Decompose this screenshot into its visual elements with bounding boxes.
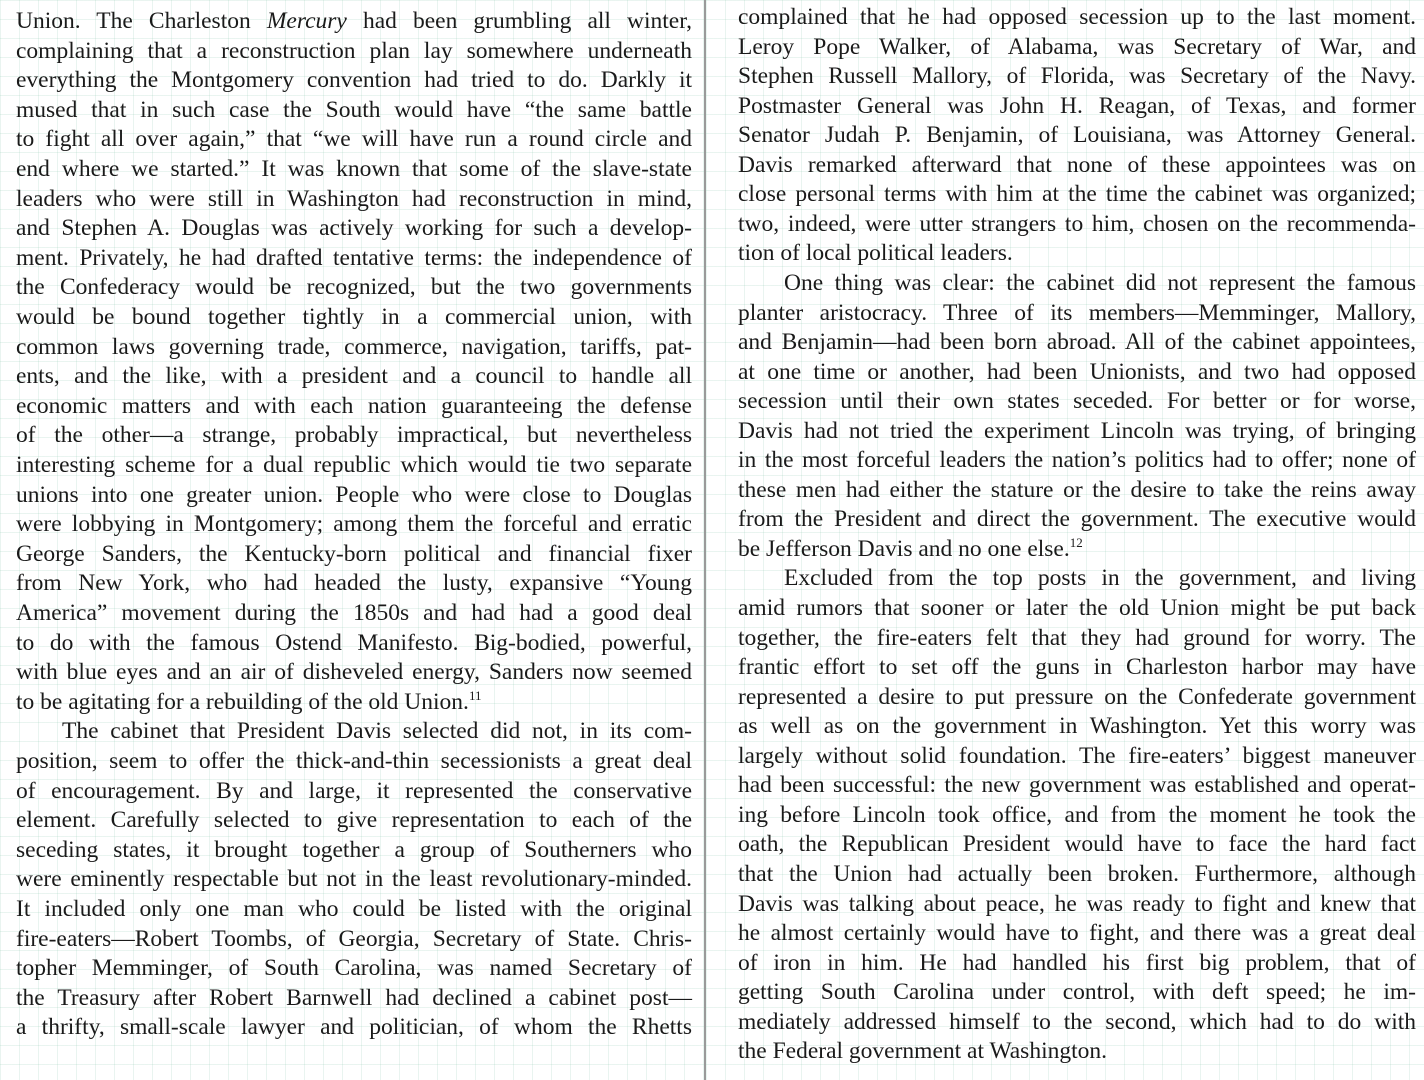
right-column-line: Excluded from the top posts in the government, and living bbox=[784, 565, 1416, 592]
right-column-line: getting South Carolina under control, with deft speed; he im- bbox=[738, 979, 1416, 1006]
right-column-line: Davis had not tried the experiment Lincoln was trying, of bringing bbox=[738, 417, 1416, 444]
left-column-line: leaders who were still in Washington had reconstruction in mind, bbox=[16, 185, 692, 212]
left-column-line: were lobbying in Montgomery; among them the forceful and erratic bbox=[16, 511, 692, 538]
left-column-line: George Sanders, the Kentucky-born political and financial fixer bbox=[16, 540, 692, 567]
left-column-line: the Confederacy would be recognized, but the two governments bbox=[16, 274, 692, 301]
left-column-line: a thrifty, small-scale lawyer and politician, of whom the Rhetts bbox=[16, 1014, 692, 1041]
right-column-line: Davis remarked afterward that none of these appointees was on bbox=[738, 151, 1416, 178]
right-column-line: in the most forceful leaders the nation’s politics had to offer; none of bbox=[738, 447, 1416, 474]
right-column-line: mediately addressed himself to the second, which had to do with bbox=[738, 1008, 1416, 1035]
left-column-line: end where we started.” It was known that some of the slave-state bbox=[16, 156, 692, 182]
right-column-line: One thing was clear: the cabinet did not represent the famous bbox=[784, 269, 1416, 296]
right-column-line: be Jefferson Davis and no one else.$^{12}$ bbox=[738, 535, 1083, 562]
right-column-line: amid rumors that sooner or later the old Union might be put back bbox=[738, 595, 1416, 621]
left-column-line: would be bound together tightly in a commercial union, with bbox=[16, 304, 692, 330]
left-column-line: were eminently respectable but not in the least revolutionary-minded. bbox=[16, 866, 692, 893]
left-column-line: fire-eaters—Robert Toombs, of Georgia, Secretary of State. Chris- bbox=[16, 925, 692, 952]
right-column-line: of iron in him. He had handled his first big problem, that of bbox=[738, 949, 1416, 976]
right-column-line: from the President and direct the government. The executive would bbox=[738, 506, 1416, 533]
left-column-line: topher Memminger, of South Carolina, was named Secretary of bbox=[16, 955, 692, 982]
right-column-line: he almost certainly would have to fight, and there was a great deal bbox=[738, 920, 1416, 947]
left-column-line: The cabinet that President Davis selected did not, in its com- bbox=[62, 718, 692, 745]
left-column-line: mused that in such case the South would have “the same battle bbox=[16, 96, 692, 123]
left-column-line: complaining that a reconstruction plan lay somewhere underneath bbox=[16, 37, 692, 64]
right-column-line: these men had either the stature or the desire to take the reins away bbox=[738, 476, 1416, 503]
left-column-line: with blue eyes and an air of disheveled energy, Sanders now seemed bbox=[16, 659, 692, 686]
right-column-line: largely without solid foundation. The fire-eaters’ biggest maneuver bbox=[738, 742, 1416, 769]
left-column-line: seceding states, it brought together a group of Southerners who bbox=[16, 836, 692, 863]
right-column-line: two, indeed, were utter strangers to him, chosen on the recommenda- bbox=[738, 210, 1416, 237]
right-column-line: frantic effort to set off the guns in Charleston harbor may have bbox=[738, 654, 1416, 681]
left-column-line: ents, and the like, with a president and a council to handle all bbox=[16, 363, 692, 390]
left-column-line: interesting scheme for a dual republic which would tie two separate bbox=[16, 452, 692, 478]
right-column-line: the Federal government at Washington. bbox=[738, 1038, 1108, 1065]
right-column-line: ing before Lincoln took office, and from the moment he took the bbox=[738, 801, 1416, 828]
right-column-line: and Benjamin—had been born abroad. All of the cabinet appointees, bbox=[738, 329, 1416, 356]
right-column-line: tion of local political leaders. bbox=[738, 240, 1013, 267]
left-column-line: Union. The Charleston Mercury had been grumbling all winter, bbox=[16, 8, 692, 34]
left-column-line: of encouragement. By and large, it represented the conservative bbox=[16, 777, 692, 804]
left-column-line: common laws governing trade, commerce, navigation, tariffs, pat- bbox=[16, 333, 692, 360]
right-column-line: Leroy Pope Walker, of Alabama, was Secretary of War, and bbox=[738, 33, 1416, 60]
right-column-line: Senator Judah P. Benjamin, of Louisiana, was Attorney General. bbox=[738, 122, 1416, 149]
left-column-line: element. Carefully selected to give representation to each of the bbox=[16, 807, 692, 834]
left-column-line: America” movement during the 1850s and had had a good deal bbox=[16, 600, 692, 626]
right-column-line: at one time or another, had been Unionists, and two had opposed bbox=[738, 358, 1416, 385]
left-column-line: from New York, who had headed the lusty, expansive “Young bbox=[16, 570, 692, 597]
right-column-line: Stephen Russell Mallory, of Florida, was Secretary of the Navy. bbox=[738, 63, 1416, 90]
right-column-line: secession until their own states seceded. For better or for worse, bbox=[738, 388, 1416, 415]
left-column-line: the Treasury after Robert Barnwell had declined a cabinet post— bbox=[16, 984, 692, 1011]
left-column-line: It included only one man who could be listed with the original bbox=[16, 896, 692, 922]
left-column-line: unions into one greater union. People who were close to Douglas bbox=[16, 481, 692, 508]
right-column-line: had been successful: the new government was established and operat- bbox=[738, 772, 1416, 799]
left-column-line: to be agitating for a rebuilding of the old Union.$^{11}$ bbox=[16, 687, 482, 715]
right-column-line: represented a desire to put pressure on the Confederate government bbox=[738, 683, 1416, 710]
left-column-line: to fight all over again,” that “we will have run a round circle and bbox=[16, 126, 692, 153]
left-column-line: and Stephen A. Douglas was actively working for such a develop- bbox=[16, 215, 692, 242]
left-column-line: ment. Privately, he had drafted tentative terms: the independence of bbox=[16, 244, 692, 271]
right-column-line: Postmaster General was John H. Reagan, of Texas, and former bbox=[738, 92, 1416, 119]
left-column-line: everything the Montgomery convention had tried to do. Darkly it bbox=[16, 67, 692, 94]
right-column-line: complained that he had opposed secession up to the last moment. bbox=[738, 4, 1416, 30]
left-column-line: position, seem to offer the thick-and-thin secessionists a great deal bbox=[16, 748, 692, 774]
right-column-line: close personal terms with him at the time the cabinet was organized; bbox=[738, 181, 1416, 208]
footnote-marker: 11 bbox=[468, 687, 482, 703]
left-column-line: of the other—a strange, probably impractical, but nevertheless bbox=[16, 422, 692, 449]
right-column-line: together, the fire-eaters felt that they had ground for worry. The bbox=[738, 624, 1416, 651]
left-column-line: to do with the famous Ostend Manifesto. Big-bodied, powerful, bbox=[16, 629, 692, 656]
right-column-line: planter aristocracy. Three of its members—Memminger, Mallory, bbox=[738, 299, 1416, 326]
left-column-line: economic matters and with each nation guaranteeing the defense bbox=[16, 392, 692, 419]
right-column-line: that the Union had actually been broken. Furthermore, although bbox=[738, 860, 1416, 887]
right-column-line: Davis was talking about peace, he was ready to fight and knew that bbox=[738, 890, 1416, 917]
right-column-line: as well as on the government in Washington. Yet this worry was bbox=[738, 713, 1416, 740]
right-column-line: oath, the Republican President would have to face the hard fact bbox=[738, 831, 1416, 858]
footnote-marker: 12 bbox=[1069, 535, 1083, 551]
